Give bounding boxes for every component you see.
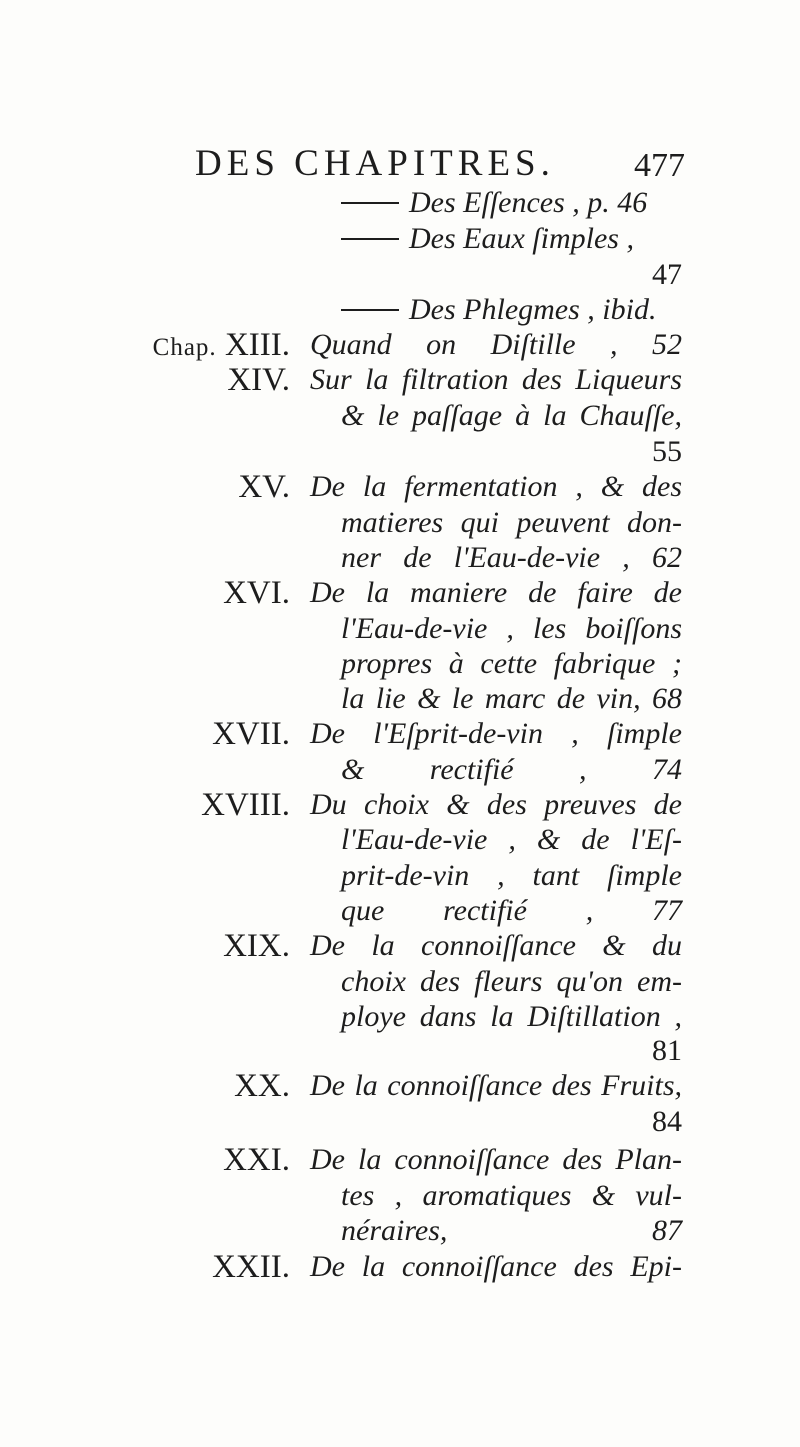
toc-entry-text: Sur la filtration des Liqueurs: [310, 363, 682, 396]
chapter-number: XIV.: [227, 362, 290, 398]
toc-entry-text: ner de l'Eau-de-vie , 62: [341, 541, 682, 574]
toc-page-ref: 55: [652, 435, 682, 468]
toc-entry-text: Quand on Diſtille , 52: [310, 328, 682, 361]
em-dash-rule: [341, 202, 399, 204]
toc-entry-text: & rectifié , 74: [341, 753, 682, 786]
toc-page-ref: 81: [652, 1034, 682, 1067]
chapter-number: XX.: [234, 1068, 290, 1104]
toc-subentry: [341, 219, 682, 259]
toc-entry-text: De la connoiſſance & du: [310, 929, 682, 962]
toc-entry-text: De la fermentation , & des: [310, 470, 682, 503]
chapter-number: XVI.: [223, 575, 290, 611]
toc-entry-text: prit-de-vin , tant ſimple: [341, 859, 682, 892]
toc-subentry: [341, 290, 682, 330]
chapter-number: XV.: [238, 469, 290, 505]
toc-entry-text: De la connoiſſance des Epi-: [310, 1250, 682, 1283]
chapter-number: XIX.: [223, 928, 290, 964]
toc-entry-text: Des Eſſences , p. 46: [409, 186, 648, 219]
toc-entry-text: Du choix & des preuves de: [310, 788, 682, 821]
page-number: 477: [634, 147, 685, 184]
toc-page-ref: 47: [652, 258, 682, 291]
toc-entry-text: néraires, 87: [341, 1214, 682, 1247]
toc-entry-text: matieres qui peuvent don-: [341, 506, 682, 539]
chapter-number: XVII.: [212, 716, 290, 752]
chapter-number: XXI.: [223, 1142, 290, 1178]
em-dash-rule: [341, 238, 399, 240]
chapter-number: XVIII.: [201, 787, 290, 823]
toc-entry-text: tes , aromatiques & vul-: [341, 1179, 682, 1212]
toc-entry-text: propres à cette fabrique ;: [341, 647, 682, 680]
chapter-number: [60, 325, 290, 365]
toc-entry-text: l'Eau-de-vie , les boiſſons: [341, 612, 682, 645]
toc-entry-text: l'Eau-de-vie , & de l'Eſ-: [341, 823, 682, 856]
toc-entry-text: choix des fleurs qu'on em-: [341, 965, 682, 998]
running-head: [195, 142, 685, 186]
toc-entry-text: De la maniere de faire de: [310, 576, 682, 609]
toc-entry-text: Des Eaux ſimples ,: [409, 222, 634, 255]
toc-entry-text: & le paſſage à la Chauſſe,: [341, 399, 682, 432]
toc-entry-text: De la connoiſſance des Plan-: [310, 1143, 682, 1176]
toc-entry-text: ploye dans la Diſtillation ,: [341, 1000, 682, 1033]
chapter-prefix: Chap.: [152, 334, 217, 361]
running-head-title: DES CHAPITRES.: [195, 143, 555, 184]
toc-entry-text: que rectifié , 77: [341, 894, 682, 927]
toc-subentry: [341, 183, 682, 223]
chapter-roman: XIII.: [224, 327, 290, 363]
toc-entry-text: la lie & le marc de vin, 68: [341, 682, 682, 715]
toc-page-ref: 84: [652, 1105, 682, 1138]
toc-entry-text: De la connoiſſance des Fruits,: [310, 1069, 682, 1102]
chapter-number: XXII.: [212, 1249, 290, 1285]
toc-entry-text: Des Phlegmes , ibid.: [409, 293, 657, 326]
em-dash-rule: [341, 309, 399, 311]
toc-entry-text: De l'Eſprit-de-vin , ſimple: [310, 717, 682, 750]
